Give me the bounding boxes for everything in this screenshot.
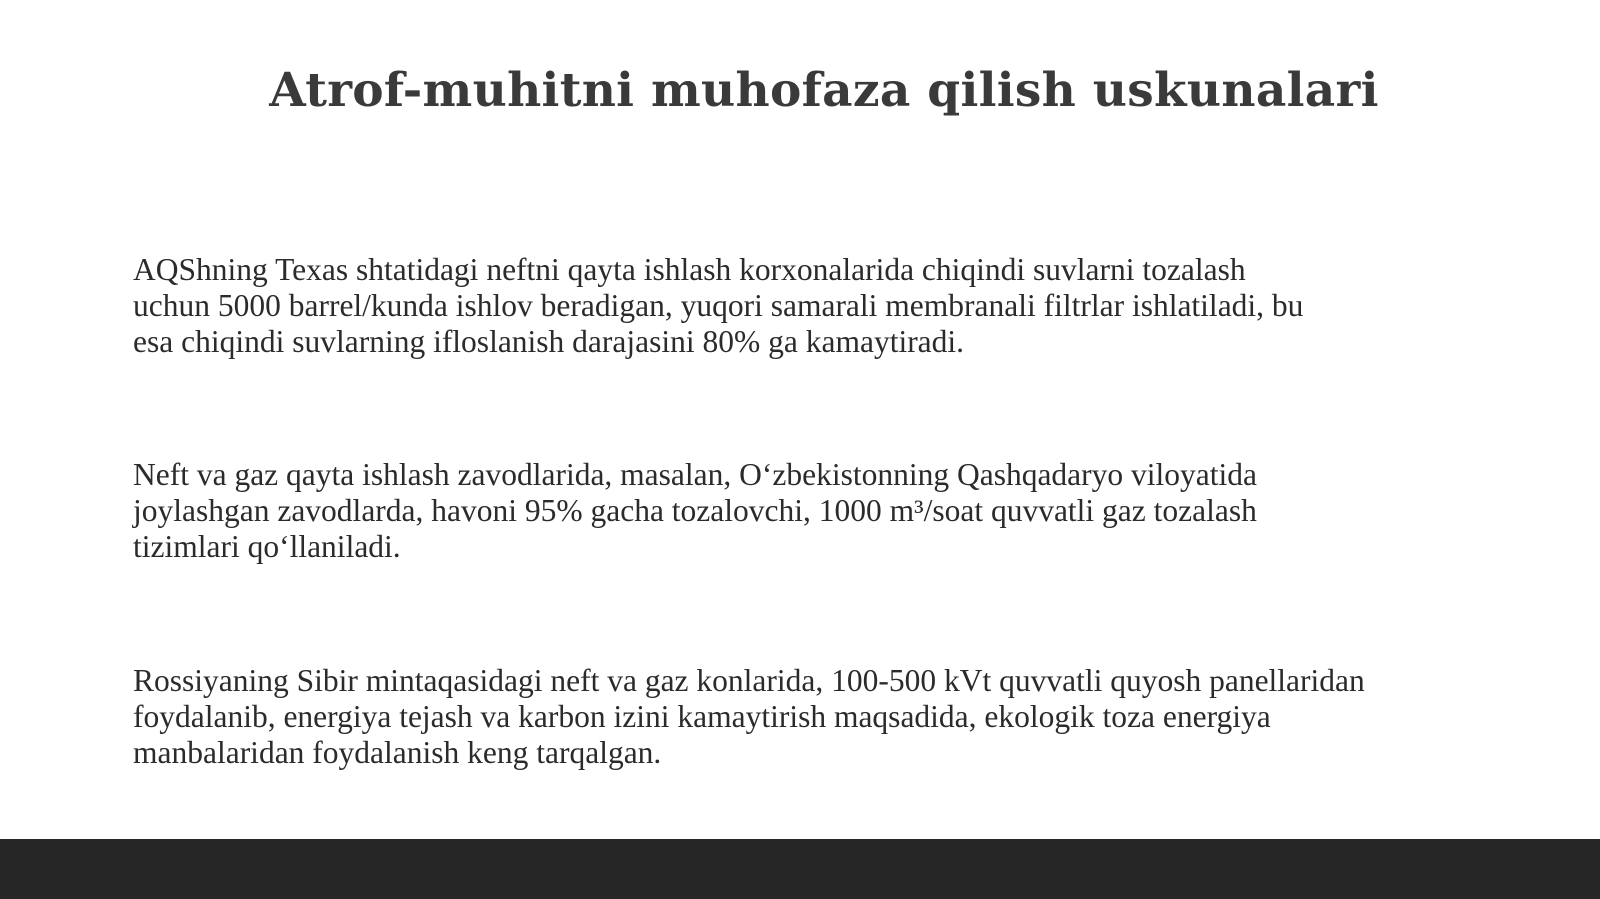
paragraph-qashqadaryo-gas-cleaning: Neft va gaz qayta ishlash zavodlarida, masalan, O‘zbekistonning Qashqadaryo viloyatida joylashgan zavodlarda, havoni 95% gacha tozalovchi, 1000 m³/soat quvvatli gaz tozalash tizimlari qo‘llaniladi.	[133, 457, 1258, 564]
footer-bar	[0, 839, 1600, 899]
paragraph-siberia-solar: Rossiyaning Sibir mintaqasidagi neft va gaz konlarida, 100-500 kVt quvvatli quyosh panellaridan foydalanib, energiya tejash va karbon izini kamaytirish maqsadida, ekologik toza energiya manbalaridan foydalanish keng tarqalgan.	[133, 663, 1365, 770]
slide-title: Atrof-muhitni muhofaza qilish uskunalari	[269, 63, 1379, 118]
paragraph-texas-filters: AQShning Texas shtatidagi neftni qayta ishlash korxonalarida chiqindi suvlarni tozalash uchun 5000 barrel/kunda ishlov beradigan, yuqori samarali membranali filtrlar ishlatiladi, bu esa chiqindi suvlarning ifloslanish darajasini 80% ga kamaytiradi.	[133, 252, 1304, 359]
